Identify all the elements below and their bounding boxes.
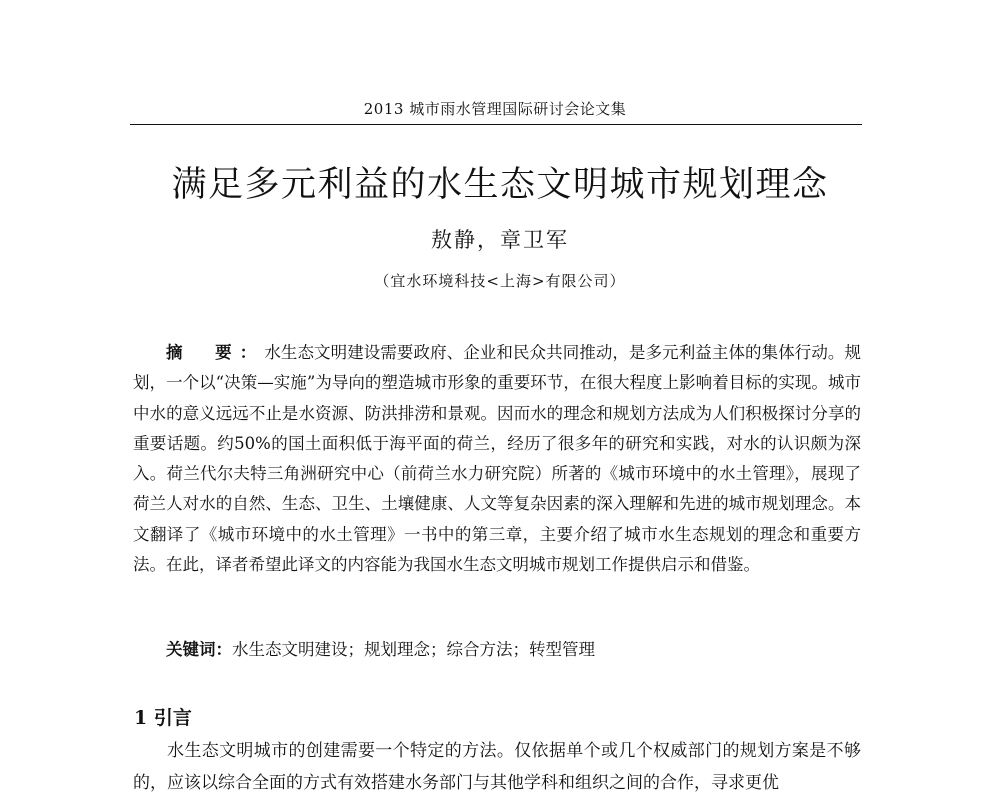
running-header: 2013 城市雨水管理国际研讨会论文集 (363, 100, 627, 118)
abstract-label: 摘 要： (166, 343, 265, 362)
paper-authors: 敖静，章卫军 (431, 228, 569, 252)
abstract-text: 水生态文明建设需要政府、企业和民众共同推动，是多元利益主体的集体行动。规划，一个以“决策—实施”为导向的塑造城市形象的重要环节，在很大程度上影响着目标的实现。城市中水的意义远远不止是水资源、防洪排涝和景观。因而水的理念和规划方法成为人们积极探讨分享的重要话题。约50%的国土面积低于海平面的荷兰，经历了很多年的研究和实践，对水的认识颇为深入。荷兰代尔夫特三角洲研究中心（前荷兰水力研究院）所著的《城市环境中的水土管理》，展现了荷兰人对水的自然、生态、卫生、土壤健康、人文等复杂因素的深入理解和先进的城市规划理念。本文翻译了《城市环境中的水土管理》一书中的第三章，主要介绍了城市水生态规划的理念和重要方法。在此，译者希望此译文的内容能为我国水生态文明城市规划工作提供启示和借鉴。 (133, 343, 862, 575)
paper-title: 满足多元利益的水生态文明城市规划理念 (171, 165, 829, 205)
introduction-paragraph: 水生态文明城市的创建需要一个特定的方法。仅依据单个或几个权威部门的规划方案是不够的，应该以综合全面的方式有效搭建水务部门与其他学科和组织之间的合作，寻求更优 (133, 741, 861, 793)
keywords-label: 关键词： (166, 640, 232, 659)
abstract-paragraph (133, 338, 861, 580)
header-rule (130, 124, 862, 125)
section-heading-introduction: 1 引言 (134, 707, 192, 729)
keywords-line (166, 636, 866, 660)
paper-affiliation: （宜水环境科技<上海>有限公司） (374, 272, 626, 290)
keywords-text: 水生态文明建设；规划理念；综合方法；转型管理 (232, 640, 595, 659)
